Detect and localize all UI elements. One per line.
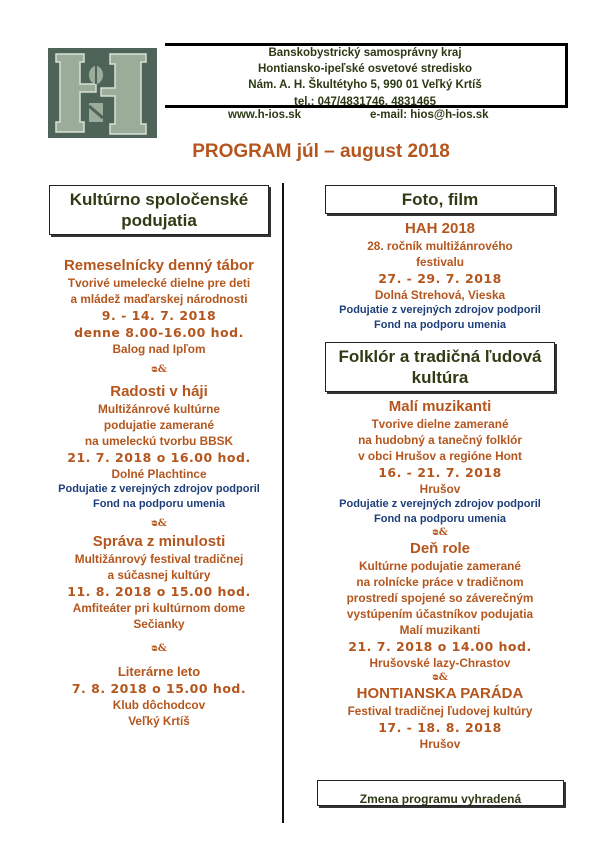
- header-line-phone: tel.: 047/4831746, 4831465: [294, 95, 436, 108]
- event-date: 9. - 14. 7. 2018: [101, 308, 217, 323]
- column-divider: [282, 183, 284, 823]
- event-description: podujatie zamerané: [103, 418, 215, 432]
- event-date: 17. - 18. 8. 2018: [378, 720, 502, 735]
- event-hah-2018: [320, 220, 560, 332]
- event-support-note: Podujatie z verejných zdrojov podporil: [339, 498, 541, 510]
- separator-ornament-icon: ᴓ&: [432, 672, 448, 683]
- event-place: Veľký Krtíš: [128, 714, 190, 728]
- event-support-fund: Fond na podporu umenia: [374, 318, 506, 331]
- event-title: Deň role: [409, 540, 470, 557]
- event-support-note: Podujatie z verejných zdrojov podporil: [339, 304, 541, 316]
- header-line-region: Banskobystrický samosprávny kraj: [268, 47, 462, 59]
- event-description: Multižánrový festival tradičnej: [74, 552, 244, 566]
- program-change-note: Zmena programu vyhradená: [317, 780, 564, 806]
- event-date: 7. 8. 2018 o 15.00 hod.: [71, 681, 247, 696]
- right-column: [320, 185, 560, 752]
- section-heading-folklor: Folklór a tradičná ľudová kultúra: [325, 342, 555, 392]
- left-column: [40, 185, 278, 729]
- event-description: na umeleckú tvorbu BBSK: [84, 434, 234, 448]
- event-description: na rolnícke práce v tradičnom: [356, 575, 524, 589]
- event-title: Remeselnícky denný tábor: [63, 257, 255, 274]
- event-remeselnicky: [40, 257, 278, 357]
- event-date: 21. 7. 2018 o 16.00 hod.: [67, 450, 251, 465]
- event-den-role: [320, 540, 560, 671]
- event-description: v obci Hrušov a regióne Hont: [358, 449, 522, 463]
- hios-logo-icon: [48, 48, 157, 138]
- event-description: Tvorive dielne zamerané: [371, 417, 509, 431]
- event-support-note: Podujatie z verejných zdrojov podporil: [58, 483, 260, 495]
- event-description: prostredí spojené so záverečným: [346, 591, 534, 605]
- section-heading-cultural: Kultúrno spoločenské podujatia: [49, 185, 269, 235]
- event-literarne-leto: [40, 664, 278, 729]
- event-description: a mládež maďarskej národnosti: [70, 292, 248, 306]
- event-radosti: [40, 383, 278, 511]
- event-title: Malí muzikanti: [388, 398, 492, 415]
- event-place: Klub dôchodcov: [112, 698, 206, 712]
- event-place: Dolné Plachtince: [111, 467, 207, 481]
- event-place: Hrušov: [419, 737, 461, 751]
- event-description: 28. ročník multižánrového: [367, 239, 513, 253]
- header-text: [165, 45, 565, 110]
- event-mali-muzikanti: [320, 398, 560, 526]
- event-place: Hrušovské lazy-Chrastov: [369, 656, 511, 670]
- separator-ornament-icon: ᴓ&: [151, 518, 167, 529]
- event-title: Správa z minulosti: [92, 533, 226, 550]
- event-date: 21. 7. 2018 o 14.00 hod.: [348, 639, 532, 654]
- event-place: Sečianky: [133, 617, 185, 631]
- event-description: Multižánrové kultúrne: [98, 402, 220, 416]
- event-description: Tvorivé umelecké dielne pre deti: [67, 276, 251, 290]
- website-link[interactable]: www.h-ios.sk: [228, 109, 302, 121]
- separator-ornament-icon: ᴓ&: [151, 364, 167, 375]
- event-place: Hrušov: [419, 482, 461, 496]
- header-line-organization: Hontiansko-ipeľské osvetové stredisko: [257, 63, 473, 76]
- event-description: Festival tradičnej ľudovej kultúry: [347, 704, 533, 718]
- program-title: PROGRAM júl – august 2018: [192, 141, 450, 162]
- event-description: Kultúrne podujatie zamerané: [359, 559, 521, 573]
- event-support-fund: Fond na podporu umenia: [374, 512, 506, 525]
- email-link[interactable]: e-mail: hios@h-ios.sk: [370, 109, 489, 121]
- event-sprava: [40, 533, 278, 632]
- event-description: na hudobný a tanečný folklór: [358, 433, 522, 447]
- section-heading-foto-film: Foto, film: [325, 185, 555, 214]
- event-title: HONTIANSKA PARÁDA: [356, 685, 524, 702]
- header-line-address: Nám. A. H. Škultétyho 5, 990 01 Veľký Krtíš: [248, 79, 482, 92]
- event-title: HAH 2018: [404, 220, 476, 237]
- event-date: 27. - 29. 7. 2018: [378, 271, 502, 286]
- event-description: vystúpením účastníkov podujatia: [346, 607, 534, 621]
- event-title: Literárne leto: [117, 664, 201, 679]
- event-place: Balog nad Ipľom: [112, 342, 206, 356]
- event-place: Amfiteáter pri kultúrnom dome: [72, 601, 246, 615]
- event-hontianska-parada: [320, 685, 560, 752]
- event-title: Radosti v háji: [110, 383, 208, 400]
- event-description: festivalu: [416, 255, 464, 269]
- hios-logo-graphic: [48, 48, 157, 138]
- event-description: Malí muzikanti: [399, 623, 481, 637]
- event-date: 11. 8. 2018 o 15.00 hod.: [67, 584, 251, 599]
- separator-ornament-icon: ᴓ&: [151, 643, 167, 654]
- event-support-fund: Fond na podporu umenia: [93, 497, 225, 510]
- event-date: 16. - 21. 7. 2018: [378, 465, 502, 480]
- event-time: denne 8.00-16.00 hod.: [74, 325, 244, 340]
- event-description: a súčasnej kultúry: [107, 568, 211, 582]
- event-place: Dolná Strehová, Vieska: [374, 288, 506, 302]
- separator-ornament-icon: ᴓ&: [432, 527, 448, 538]
